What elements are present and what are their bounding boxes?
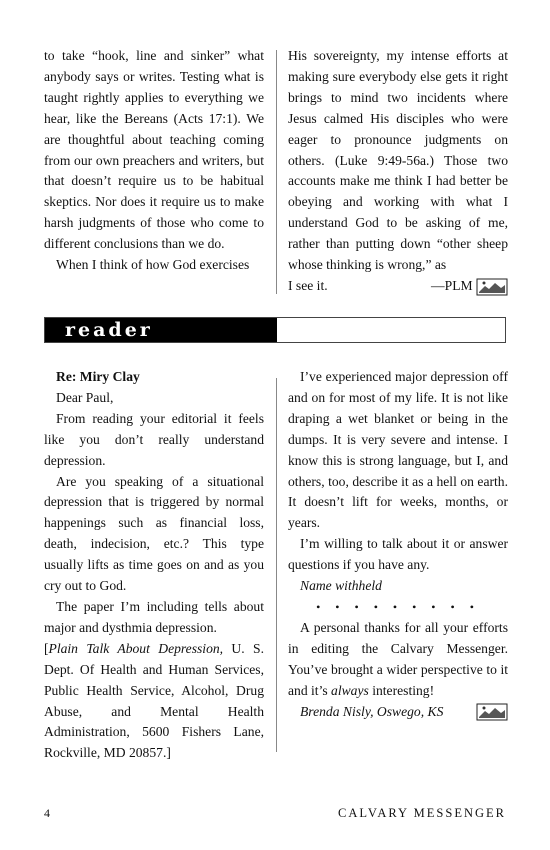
- article-paragraph: His sovereignty, my intense efforts at making sure everybody else gets it right brings to mind two incidents where Jesus calmed His disciples who were eager to pronounce judgments on others. (Luke 9:49-56a.) Those two accounts make me think I had better be obeying and working with what I understand God to be asking of me, rather than putting down “other sheep whose thinking is wrong,” as: [288, 48, 508, 273]
- column-divider: [276, 50, 277, 294]
- article-column-1: [44, 46, 264, 276]
- section-title: reader response: [45, 318, 277, 342]
- article-column-2: [288, 46, 508, 297]
- letter-column-1: [44, 367, 264, 764]
- article-signature: —PLM: [431, 277, 473, 293]
- letter-column-2: [288, 367, 508, 722]
- letter-paragraph: A personal thanks for all your efforts in editing the Calvary Messenger. You’ve brought a wider perspective to it and it’s always interesting!: [288, 619, 508, 698]
- letter-signature: Name withheld: [300, 578, 382, 594]
- article-signature-line: [288, 276, 508, 297]
- stamp-icon: [476, 703, 508, 721]
- column-divider: [276, 378, 277, 752]
- separator-dots: • • • • • • • • •: [316, 599, 480, 614]
- reader-response-banner: [44, 317, 506, 366]
- letter-paragraph: From reading your editorial it feels like you don’t really understand depression.: [44, 410, 264, 468]
- letter-salutation: Dear Paul,: [56, 389, 114, 405]
- stamp-icon: [476, 278, 508, 296]
- letter-signature: Brenda Nisly, Oswego, KS: [300, 703, 444, 719]
- letter-paragraph: Are you speaking of a situational depression that is triggered by normal happenings such as financial loss, death, indecision, etc.? This type usually lifts as time goes on and as you cry out to God.: [44, 473, 264, 594]
- article-paragraph: to take “hook, line and sinker” what anybody says or writes. Testing what is taught rightly applies to everything we hear, like the Bereans (Acts 17:1). We are thoughtful about teaching coming from our own preachers and writers, but that doesn’t require us to be habitual skeptics. Nor does it require us to make harsh judgments of those who come to different conclusions than we do.: [44, 48, 264, 252]
- article-last-line: I see it.: [288, 277, 328, 293]
- letter-paragraph: I’m willing to talk about it or answer questions if you have any.: [288, 536, 508, 573]
- letter-signature-line: [288, 702, 508, 723]
- letter-paragraph: The paper I’m including tells about major and dysthmia depression.: [44, 598, 264, 635]
- citation-title: Plain Talk About Depression,: [48, 640, 224, 656]
- letter-paragraph: I’ve experienced major depression off and on for most of my life. It is not like draping a wet blanket or being in the dumps. It is very severe and intense. I know this is strong language, but I, and others, too, describe it as a hell on earth. It doesn’t lift for weeks, months, or years.: [288, 369, 508, 531]
- letter-citation: [Plain Talk About Depression, U. S. Dept. Of Health and Human Services, Public Health Service, Alcohol, Drug Abuse, and Mental Health Administration, 5600 Fishers Lane, Rockville, MD 20857.]: [44, 640, 264, 761]
- citation-details: U. S. Dept. Of Health and Human Services, Public Health Service, Alcohol, Drug Abuse, and Mental Health Administration, 5600 Fishers Lane, Rockville, MD 20857.]: [44, 640, 264, 761]
- page-number: 4: [44, 806, 50, 820]
- article-paragraph: When I think of how God exercises: [56, 257, 250, 273]
- publication-title: CALVARY MESSENGER: [338, 806, 506, 820]
- letter-heading: Re: Miry Clay: [56, 369, 140, 384]
